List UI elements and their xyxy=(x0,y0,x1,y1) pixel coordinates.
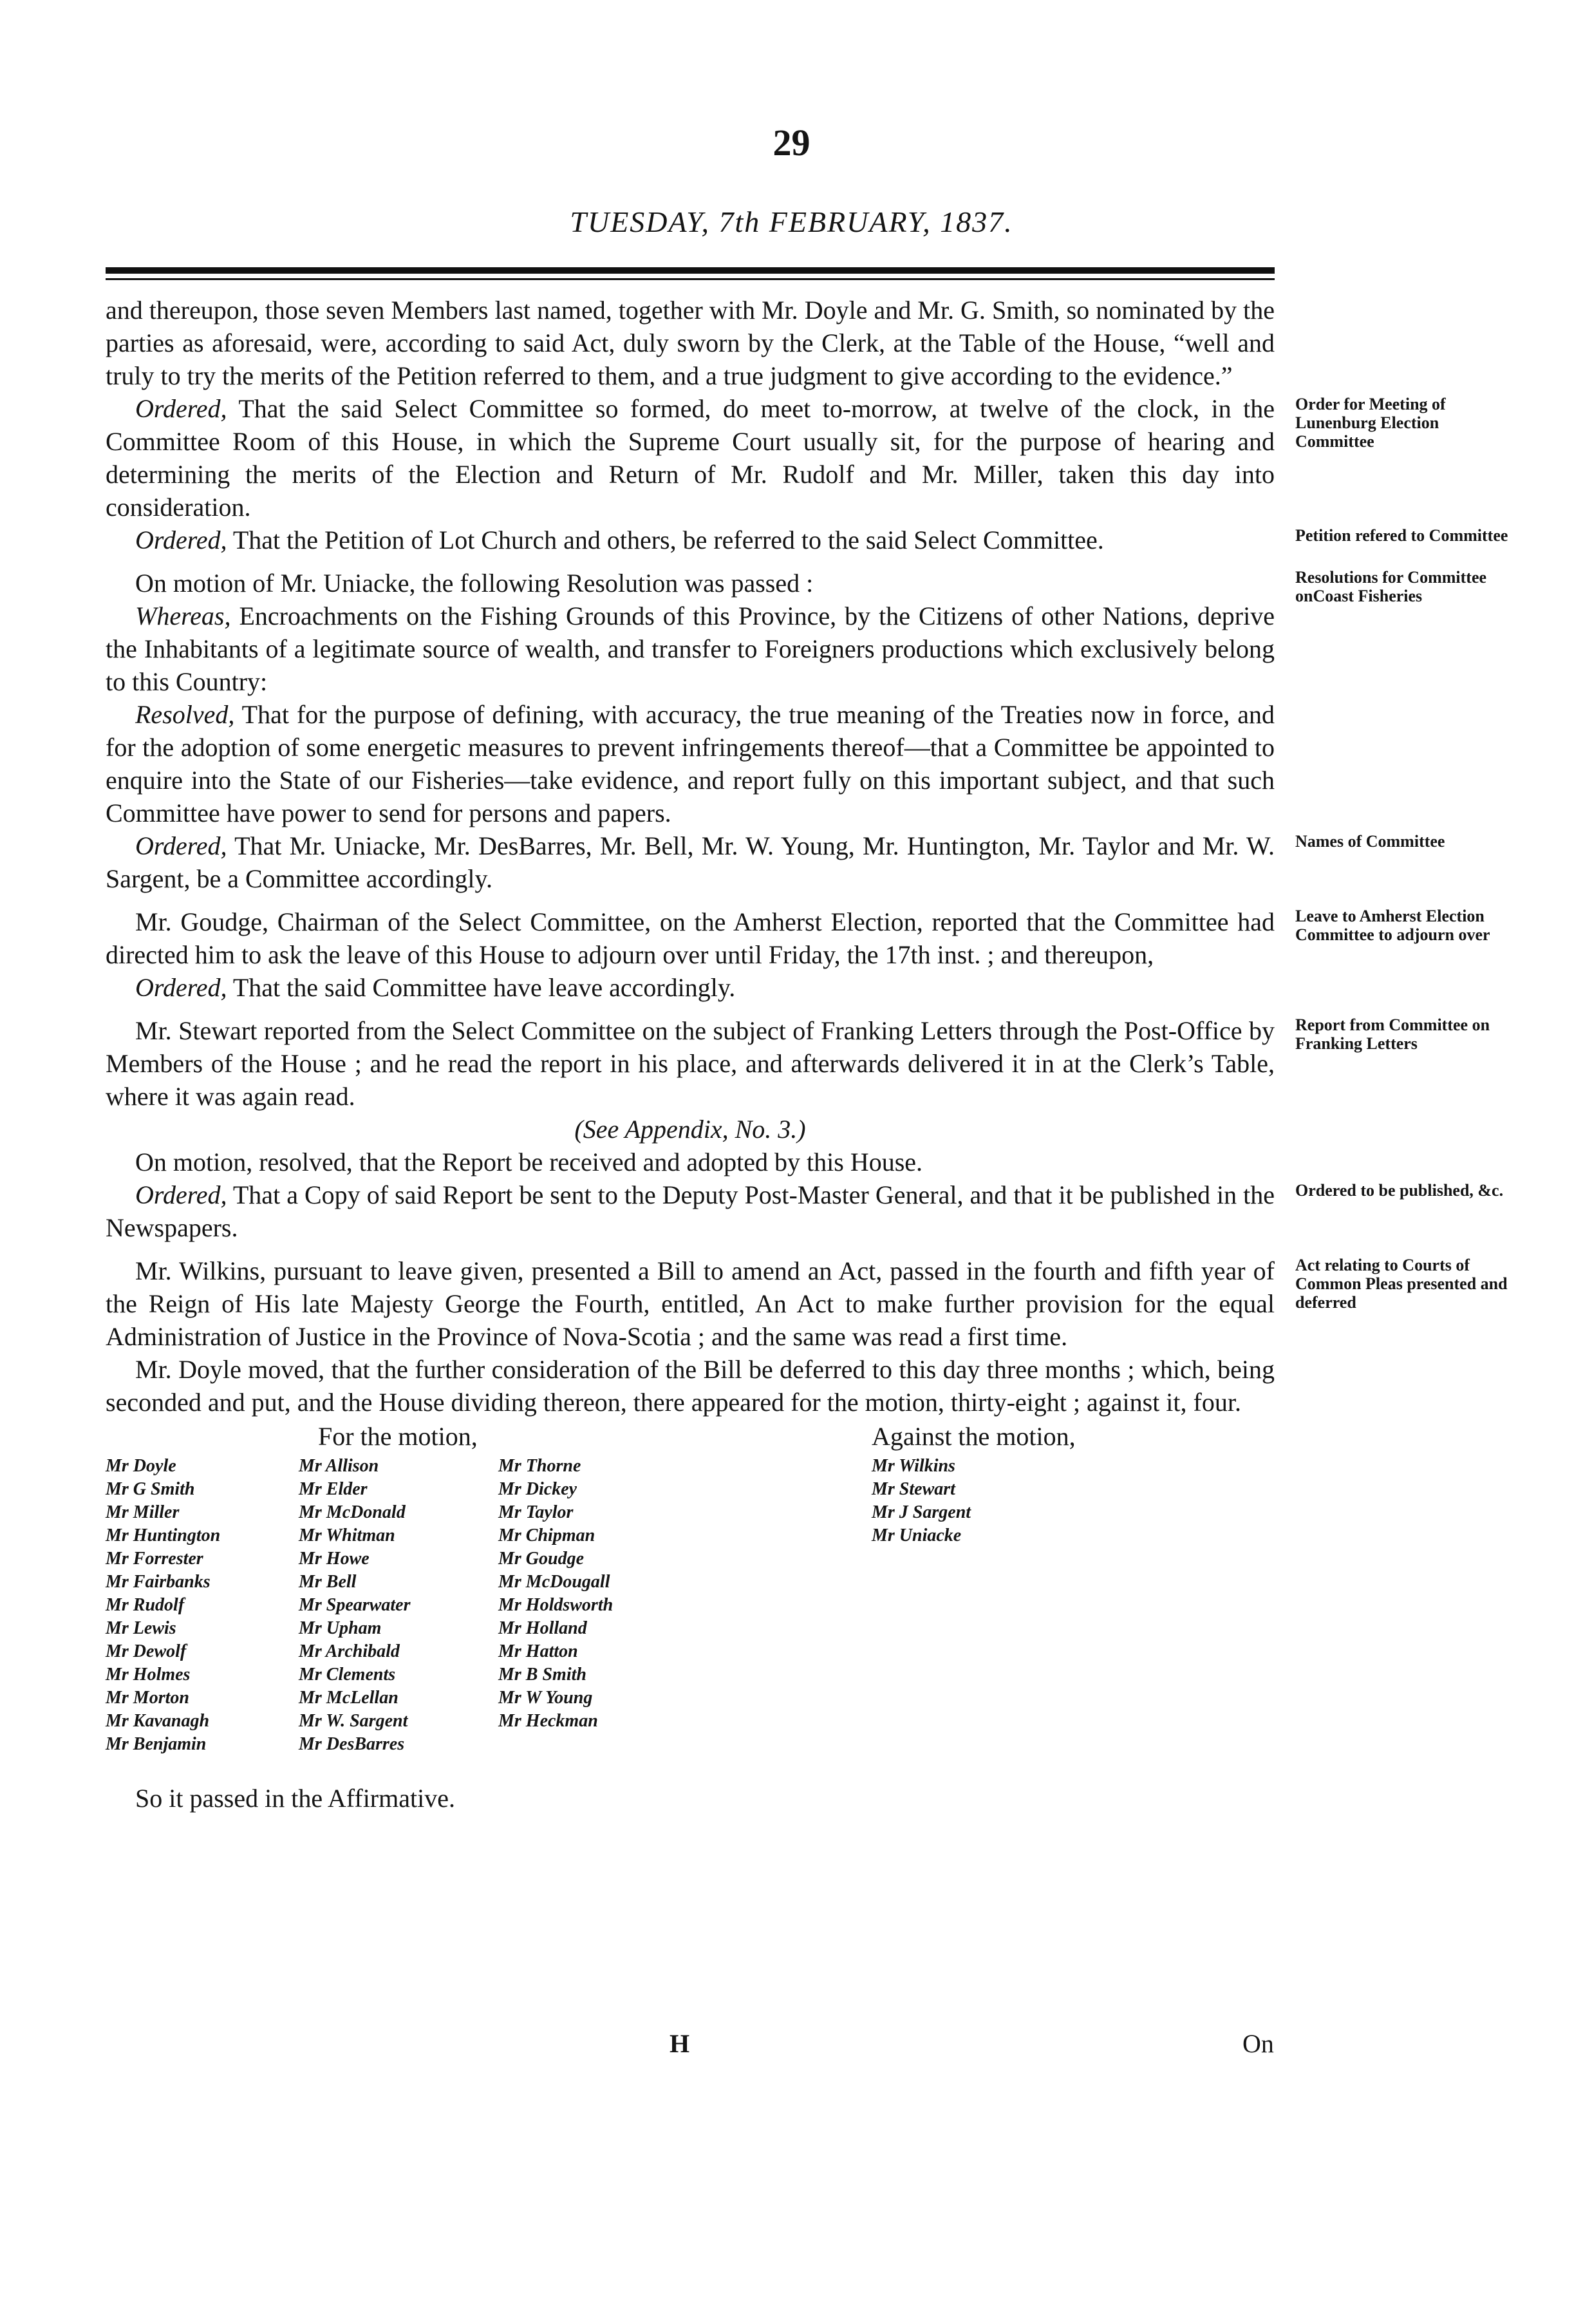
paragraph xyxy=(106,1353,1275,1419)
paragraph-lead: Resolved, xyxy=(135,700,235,729)
member-name: Mr Wilkins xyxy=(872,1456,955,1476)
member-name: Mr Huntington xyxy=(106,1526,221,1545)
marginal-note: Resolutions for Committee onCoast Fisheries xyxy=(1295,568,1487,605)
member-name: Mr Whitman xyxy=(299,1526,395,1545)
member-name: Mr Holmes xyxy=(106,1665,191,1685)
member-name: Mr Fairbanks xyxy=(106,1572,211,1592)
member-name: Mr Bell xyxy=(299,1572,357,1592)
member-name: Mr Kavanagh xyxy=(106,1711,210,1731)
member-name: Mr McLellan xyxy=(299,1688,398,1708)
member-name: Mr DesBarres xyxy=(299,1734,405,1754)
paragraph xyxy=(106,698,1275,829)
closing-line: So it passed in the Affirmative. xyxy=(135,1784,455,1813)
paragraph xyxy=(106,971,1275,1004)
paragraph-body: Encroachments on the Fishing Grounds of this Province, by the Citizens of other Nations, deprive the Inhabitants of a legitimate source of wealth, and transfer to Foreigners productions which exclusively belong to this Country: xyxy=(106,601,1275,696)
paragraph xyxy=(106,1146,1275,1178)
paragraph xyxy=(106,1254,1508,1353)
paragraph xyxy=(106,567,1487,605)
member-name: Mr Howe xyxy=(299,1549,370,1569)
for-column-2 xyxy=(299,1455,410,1756)
paragraph-text: Mr. Doyle moved, that the further consideration of the Bill be deferred to this day three months ; which, being seconded and put, and the House dividing thereon, there appeared for the motion, thirty-eight ; against it, four. xyxy=(106,1355,1275,1417)
catchword: On xyxy=(1242,2029,1274,2058)
paragraph-text: Mr. Stewart reported from the Select Committee on the subject of Franking Letters through the Post-Office by Members of the House ; and he read the report in his place, and afterwards delivered it in at the Clerk’s Table, where it was again read. xyxy=(106,1016,1275,1111)
date-header: TUESDAY, 7th FEBRUARY, 1837. xyxy=(570,205,1013,238)
paragraph xyxy=(106,1782,1275,1815)
paragraph xyxy=(106,392,1446,524)
header-rule-thin xyxy=(106,278,1275,280)
member-name: Mr G Smith xyxy=(106,1479,195,1499)
member-name: Mr Taylor xyxy=(498,1502,574,1522)
member-name: Mr W. Sargent xyxy=(299,1711,408,1731)
paragraph-lead: Whereas, xyxy=(135,601,231,630)
for-motion-label: For the motion, xyxy=(318,1422,478,1451)
against-motion-label: Against the motion, xyxy=(872,1422,1076,1451)
member-name: Mr Elder xyxy=(299,1479,368,1499)
marginal-note: Leave to Amherst Election Committee to adjourn over xyxy=(1295,907,1490,944)
member-name: Mr Spearwater xyxy=(299,1595,411,1615)
paragraph-body: That a Copy of said Report be sent to the Deputy Post-Master General, and that it be published in the Newspapers. xyxy=(106,1180,1275,1242)
marginal-note: Act relating to Courts of Common Pleas presented and deferred xyxy=(1295,1256,1508,1312)
paragraph-text: Mr. Goudge, Chairman of the Select Committee, on the Amherst Election, reported that the Committee had directed him to ask the leave of this House to adjourn over until Friday, the 17th inst. ; and thereupon, xyxy=(106,907,1275,969)
paragraph-text xyxy=(106,392,1275,524)
member-name: Mr Allison xyxy=(299,1456,379,1476)
paragraph-text xyxy=(106,600,1275,698)
paragraph-text: On motion, resolved, that the Report be received and adopted by this House. xyxy=(135,1148,923,1176)
paragraph-body: That the said Committee have leave accordingly. xyxy=(227,973,736,1002)
member-name: Mr Benjamin xyxy=(106,1734,207,1754)
member-name: Mr Upham xyxy=(299,1618,382,1638)
member-name: Mr Archibald xyxy=(299,1641,400,1661)
member-name: Mr Clements xyxy=(299,1665,396,1685)
marginal-note: Petition refered to Committee xyxy=(1295,526,1508,545)
member-name: Mr McDonald xyxy=(299,1502,406,1522)
member-name: Mr Heckman xyxy=(498,1711,598,1731)
member-name: Mr Doyle xyxy=(106,1456,176,1476)
paragraph xyxy=(106,294,1275,392)
member-name: Mr Rudolf xyxy=(106,1595,185,1615)
member-name: Mr Lewis xyxy=(106,1618,176,1638)
paragraph-body: That Mr. Uniacke, Mr. DesBarres, Mr. Bell, Mr. W. Young, Mr. Huntington, Mr. Taylor and Mr. W. Sargent, be a Committee accordingly. xyxy=(106,831,1275,893)
page-number: 29 xyxy=(773,122,810,164)
paragraph xyxy=(106,600,1275,698)
paragraph-body: That the said Select Committee so formed, do meet to-morrow, at twelve of the clock, in the Committee Room of this House, in which the Supreme Court usually sit, for the purpose of hearing and determining the merits of the Election and Return of Mr. Rudolf and Mr. Miller, taken this day into consideration. xyxy=(106,394,1275,522)
for-column-3 xyxy=(498,1455,613,1733)
signature-mark: H xyxy=(670,2029,690,2058)
paragraph-text: and thereupon, those seven Members last named, together with Mr. Doyle and Mr. G. Smith, so nominated by the parties as aforesaid, were, according to said Act, duly sworn by the Clerk, at the Table of the House, “well and truly to try the merits of the Petition referred to them, and a true judgment to give according to the evidence.” xyxy=(106,296,1275,390)
paragraph xyxy=(106,1178,1504,1244)
paragraph-lead: Ordered, xyxy=(135,831,227,860)
member-name: Mr Holland xyxy=(498,1618,587,1638)
member-name: Mr J Sargent xyxy=(872,1502,971,1522)
paragraph xyxy=(106,905,1490,971)
against-column xyxy=(872,1455,971,1547)
paragraph-lead: Ordered, xyxy=(135,1180,227,1209)
member-name: Mr Forrester xyxy=(106,1549,203,1569)
member-name: Mr Holdsworth xyxy=(498,1595,614,1615)
paragraph-body: That the Petition of Lot Church and others, be referred to the said Select Committee. xyxy=(227,525,1104,554)
paragraph-text xyxy=(106,698,1275,829)
paragraph-text: On motion of Mr. Uniacke, the following Resolution was passed : xyxy=(135,569,814,598)
header-rule xyxy=(106,267,1275,274)
member-name: Mr W Young xyxy=(498,1688,593,1708)
marginal-note: Names of Committee xyxy=(1295,832,1445,851)
paragraph xyxy=(106,829,1445,895)
member-name: Mr McDougall xyxy=(498,1572,610,1592)
for-column-1 xyxy=(106,1455,220,1756)
marginal-note: Report from Committee on Franking Letters xyxy=(1295,1016,1490,1053)
member-name: Mr Chipman xyxy=(498,1526,595,1545)
paragraph-text xyxy=(106,524,1275,556)
member-name: Mr Goudge xyxy=(498,1549,585,1569)
member-name: Mr Thorne xyxy=(498,1456,581,1476)
member-name: Mr B Smith xyxy=(498,1665,586,1685)
paragraph-lead: Ordered, xyxy=(135,525,227,554)
member-name: Mr Miller xyxy=(106,1502,180,1522)
paragraph-text xyxy=(106,971,1275,1004)
paragraph xyxy=(106,1113,1275,1146)
paragraph-lead: Ordered, xyxy=(135,394,227,423)
journal-body xyxy=(106,294,1508,1815)
appendix-reference: (See Appendix, No. 3.) xyxy=(574,1115,806,1144)
member-name: Mr Hatton xyxy=(498,1641,578,1661)
member-name: Mr Uniacke xyxy=(872,1526,962,1545)
paragraph-text xyxy=(106,1178,1275,1244)
paragraph xyxy=(106,1014,1490,1113)
member-name: Mr Stewart xyxy=(872,1479,955,1499)
marginal-note: Ordered to be published, &c. xyxy=(1295,1181,1504,1200)
division-list xyxy=(106,1421,1275,1782)
paragraph-lead: Ordered, xyxy=(135,973,227,1002)
paragraph-body: That for the purpose of defining, with accuracy, the true meaning of the Treaties now in force, and for the adoption of some energetic measures to prevent infringements thereof—that a Committee be appointed to enquire into the State of our Fisheries—take evidence, and report fully on this important subject, and that such Committee have power to send for persons and papers. xyxy=(106,700,1275,827)
member-name: Mr Dickey xyxy=(498,1479,577,1499)
member-name: Mr Morton xyxy=(106,1688,189,1708)
paragraph xyxy=(106,524,1508,556)
marginal-note: Order for Meeting of Lunenburg Election Committee xyxy=(1295,395,1446,451)
paragraph-text: Mr. Wilkins, pursuant to leave given, presented a Bill to amend an Act, passed in the fourth and fifth year of the Reign of His late Majesty George the Fourth, entitled, An Act to make further provision for the equal Administration of Justice in the Province of Nova-Scotia ; and the same was read a first time. xyxy=(106,1256,1275,1351)
member-name: Mr Dewolf xyxy=(106,1641,187,1661)
paragraph-text xyxy=(106,829,1275,895)
